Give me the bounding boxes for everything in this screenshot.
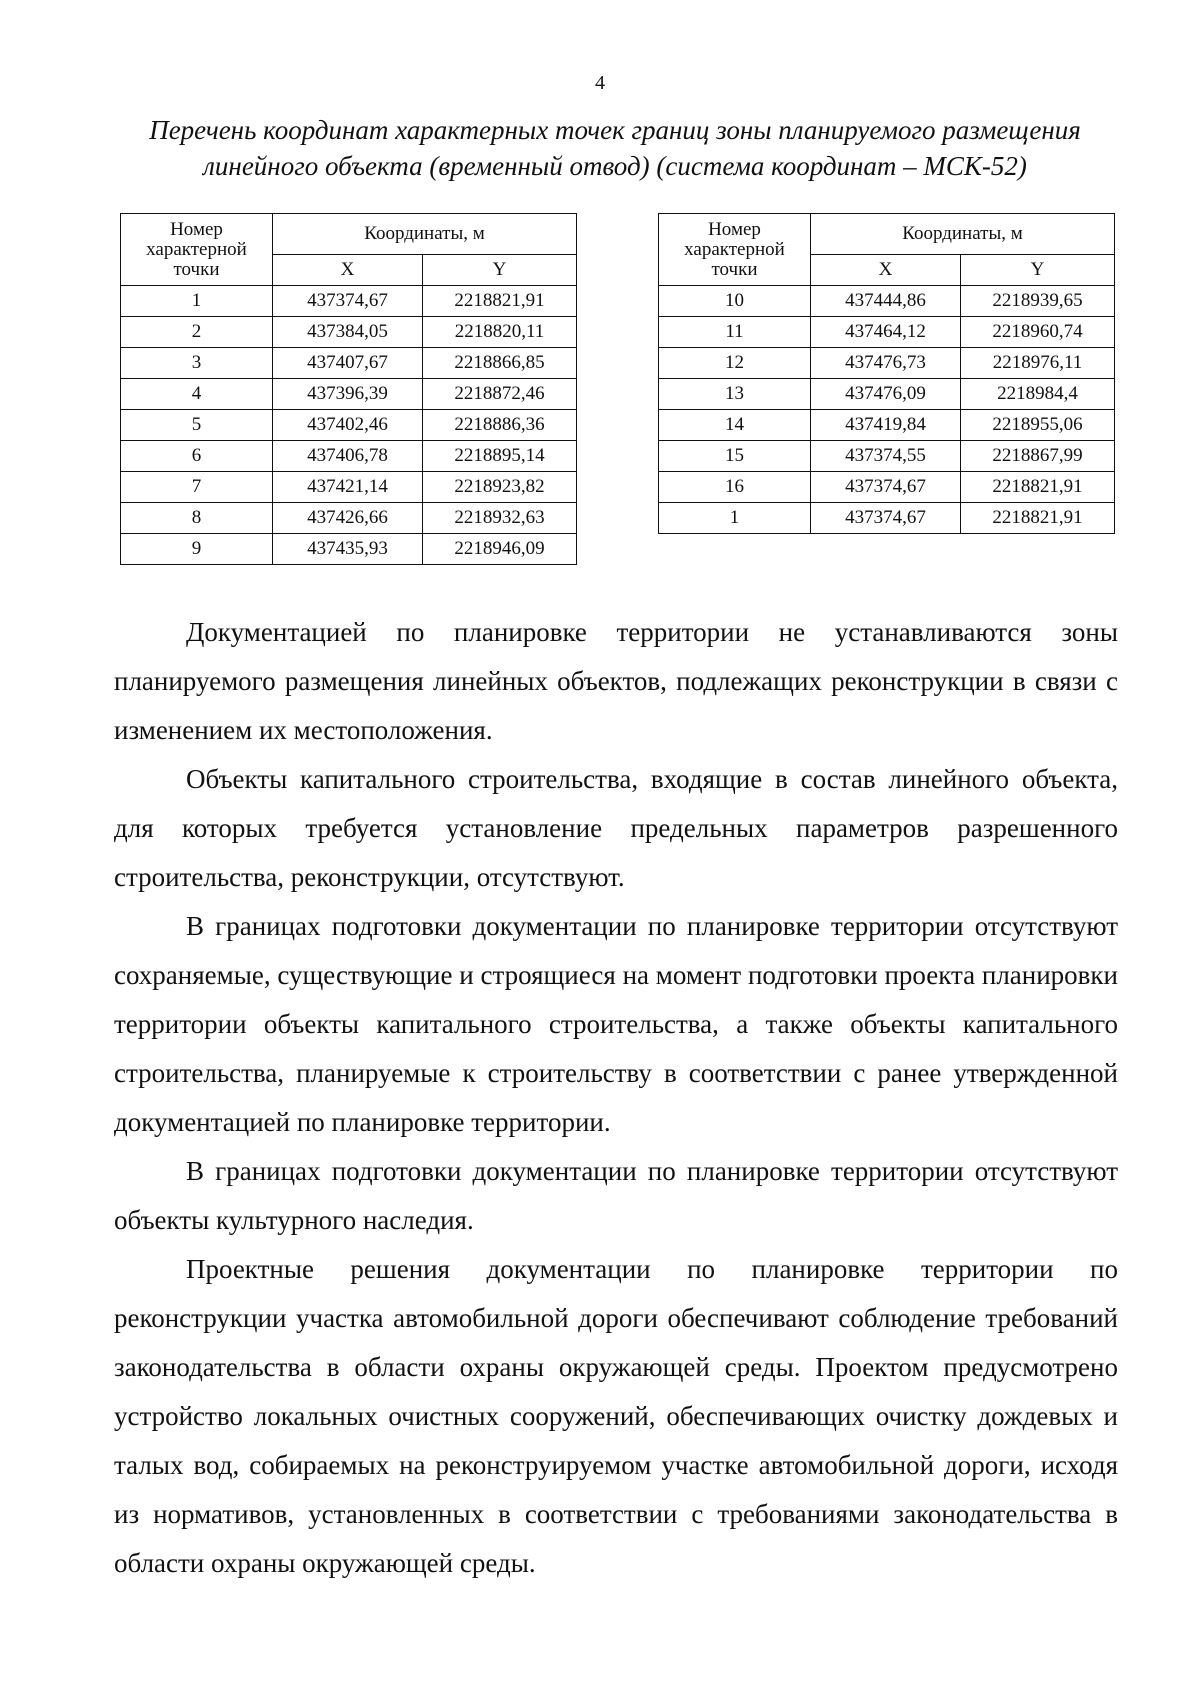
table-row [121, 379, 577, 410]
title-line-2: линейного объекта (временный отвод) (система координат – МСК-52) [203, 151, 1027, 181]
header-x: X [273, 255, 423, 286]
table-row [659, 441, 1115, 472]
header-point-number-line: точки [711, 258, 758, 280]
cell-y: 2218960,74 [961, 317, 1115, 348]
table-row [659, 286, 1115, 317]
cell-x: 437476,73 [811, 348, 961, 379]
table-row [121, 503, 577, 534]
cell-y: 2218886,36 [423, 410, 577, 441]
cell-point-number: 6 [121, 441, 273, 472]
cell-x: 437374,55 [811, 441, 961, 472]
header-point-number-line: точки [173, 258, 220, 280]
table-row [121, 534, 577, 565]
paragraph: Проектные решения документации по планировке территории по реконструкции участка автомобильной дороги обеспечивают соблюдение требований законодательства в области охраны окружающей среды. Проектом предусмотрено устройство локальных очистных сооружений, обеспечивающих очистку дождевых и талых вод, собираемых на реконструируемом участке автомобильной дороги, исходя из нормативов, установленных в соответствии с требованиями законодательства в области охраны окружающей среды. [114, 1254, 1118, 1578]
paragraph: В границах подготовки документации по планировке территории отсутствуют сохраняемые, существующие и строящиеся на момент подготовки проекта планировки территории объекты капитального строительства, а также объекты капитального строительства, планируемые к строительству в соответствии с ранее утвержденной документацией по планировке территории. [114, 911, 1118, 1137]
cell-x: 437384,05 [273, 317, 423, 348]
body-text [114, 608, 1118, 1588]
cell-y: 2218976,11 [961, 348, 1115, 379]
table-row [659, 317, 1115, 348]
cell-point-number: 11 [659, 317, 811, 348]
header-point-number [121, 214, 273, 286]
cell-y: 2218821,91 [961, 503, 1115, 534]
header-y: Y [961, 255, 1115, 286]
header-x: X [811, 255, 961, 286]
table-row [121, 441, 577, 472]
cell-y: 2218939,65 [961, 286, 1115, 317]
table-right-body [659, 286, 1115, 534]
header-y: Y [423, 255, 577, 286]
title-line-1: Перечень координат характерных точек границ зоны планируемого размещения [149, 115, 1081, 145]
cell-point-number: 13 [659, 379, 811, 410]
cell-y: 2218866,85 [423, 348, 577, 379]
paragraph: В границах подготовки документации по планировке территории отсутствуют объекты культурного наследия. [114, 1156, 1118, 1235]
table-row [659, 503, 1115, 534]
cell-point-number: 14 [659, 410, 811, 441]
cell-y: 2218932,63 [423, 503, 577, 534]
table-row [659, 348, 1115, 379]
table-row [121, 472, 577, 503]
cell-x: 437464,12 [811, 317, 961, 348]
document-title [110, 112, 1120, 184]
header-point-number-line: характерной [684, 238, 785, 260]
cell-x: 437421,14 [273, 472, 423, 503]
cell-point-number: 16 [659, 472, 811, 503]
cell-x: 437435,93 [273, 534, 423, 565]
cell-x: 437396,39 [273, 379, 423, 410]
cell-y: 2218984,4 [961, 379, 1115, 410]
cell-x: 437476,09 [811, 379, 961, 410]
table-row [121, 348, 577, 379]
header-point-number [659, 214, 811, 286]
table-row [659, 472, 1115, 503]
header-point-number-line: характерной [146, 238, 247, 260]
cell-point-number: 12 [659, 348, 811, 379]
cell-point-number: 1 [659, 503, 811, 534]
cell-x: 437374,67 [811, 503, 961, 534]
header-point-number-line: Номер [708, 218, 761, 240]
header-point-number-line: Номер [170, 218, 223, 240]
table-row [659, 410, 1115, 441]
cell-point-number: 4 [121, 379, 273, 410]
cell-y: 2218821,91 [961, 472, 1115, 503]
cell-x: 437419,84 [811, 410, 961, 441]
paragraph: Документацией по планировке территории не устанавливаются зоны планируемого размещения линейных объектов, подлежащих реконструкции в связи с изменением их местоположения. [114, 617, 1118, 745]
cell-point-number: 3 [121, 348, 273, 379]
cell-y: 2218955,06 [961, 410, 1115, 441]
cell-point-number: 2 [121, 317, 273, 348]
cell-x: 437426,66 [273, 503, 423, 534]
cell-y: 2218821,91 [423, 286, 577, 317]
cell-y: 2218895,14 [423, 441, 577, 472]
table-left-body [121, 286, 577, 565]
cell-y: 2218923,82 [423, 472, 577, 503]
paragraph: Объекты капитального строительства, входящие в состав линейного объекта, для которых требуется установление предельных параметров разрешенного строительства, реконструкции, отсутствуют. [114, 764, 1118, 892]
cell-y: 2218946,09 [423, 534, 577, 565]
header-coordinates: Координаты, м [273, 214, 577, 255]
header-coordinates: Координаты, м [811, 214, 1115, 255]
cell-point-number: 7 [121, 472, 273, 503]
cell-point-number: 8 [121, 503, 273, 534]
cell-x: 437444,86 [811, 286, 961, 317]
cell-point-number: 1 [121, 286, 273, 317]
table-row [121, 286, 577, 317]
page-number: 4 [595, 72, 605, 94]
table-row [121, 410, 577, 441]
cell-x: 437374,67 [811, 472, 961, 503]
cell-y: 2218872,46 [423, 379, 577, 410]
cell-point-number: 15 [659, 441, 811, 472]
cell-x: 437374,67 [273, 286, 423, 317]
coordinates-table-left [120, 213, 577, 565]
coordinates-table-right [658, 213, 1115, 534]
cell-point-number: 9 [121, 534, 273, 565]
cell-x: 437406,78 [273, 441, 423, 472]
cell-x: 437407,67 [273, 348, 423, 379]
table-row [659, 379, 1115, 410]
cell-y: 2218867,99 [961, 441, 1115, 472]
cell-y: 2218820,11 [423, 317, 577, 348]
cell-point-number: 5 [121, 410, 273, 441]
cell-point-number: 10 [659, 286, 811, 317]
cell-x: 437402,46 [273, 410, 423, 441]
table-row [121, 317, 577, 348]
